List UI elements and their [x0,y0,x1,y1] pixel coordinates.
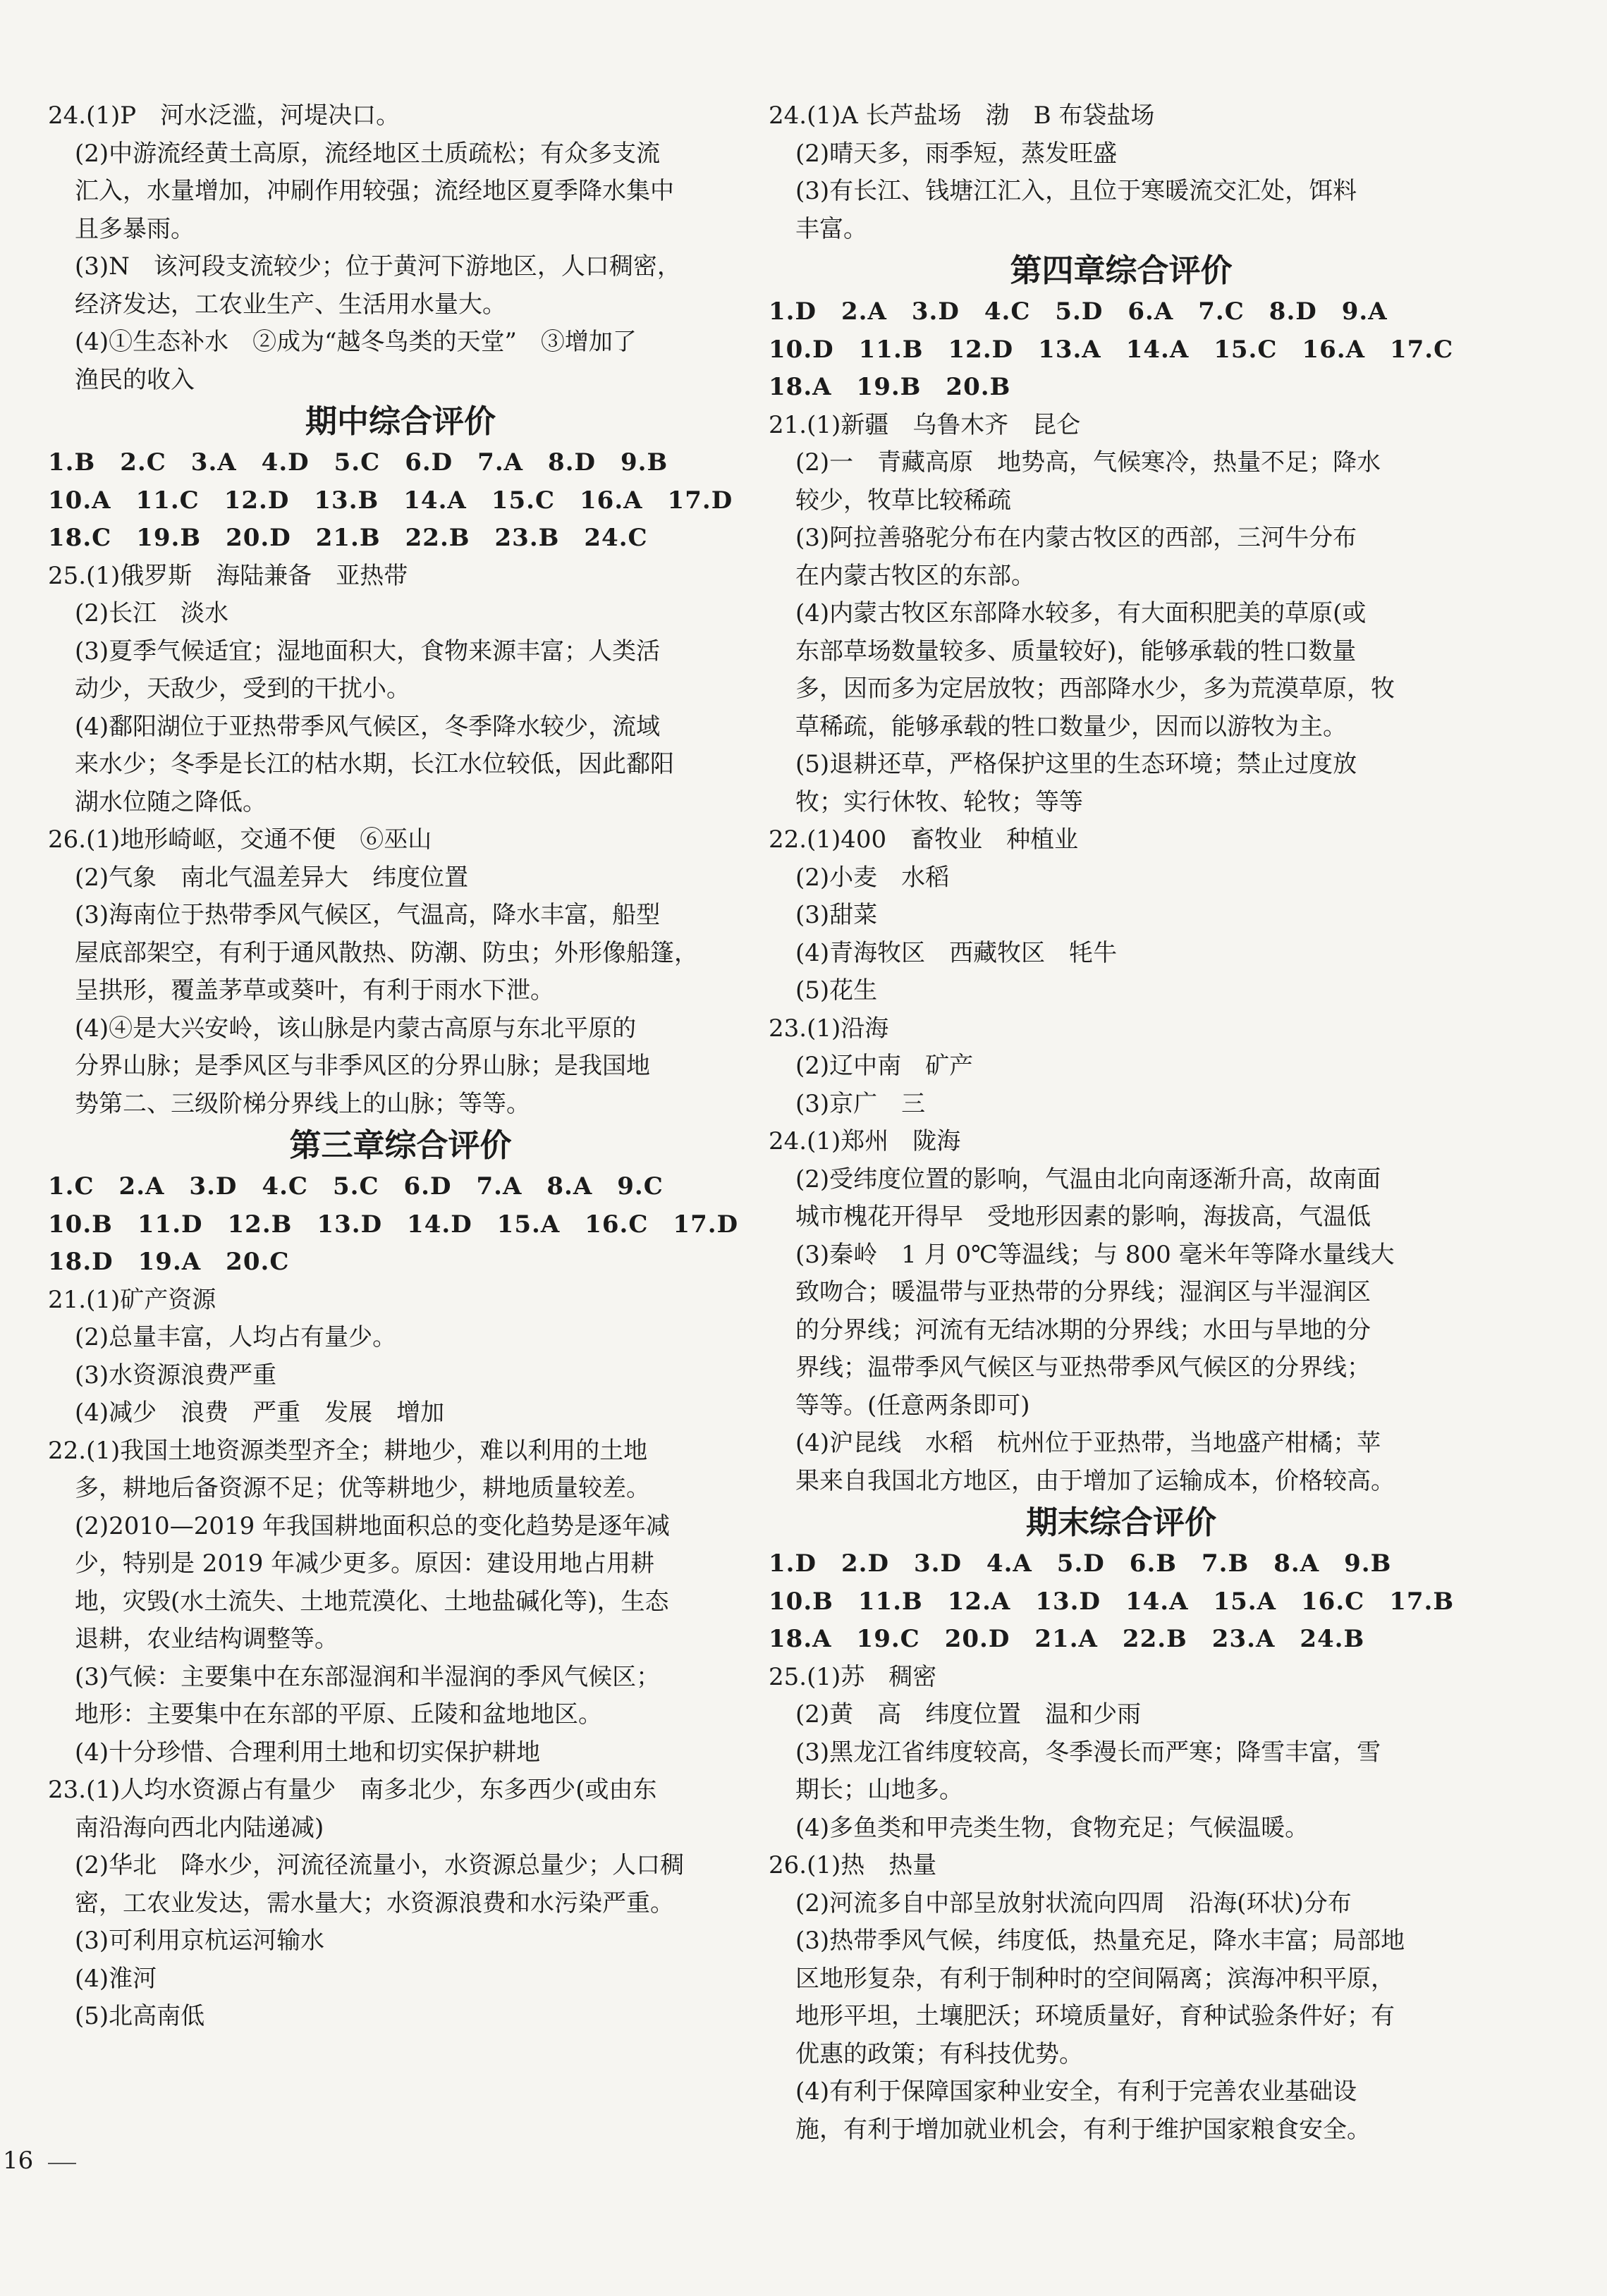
answer-line: (3)N 该河段支流较少；位于黄河下游地区，人口稠密， [75,252,681,281]
answer-line: 多，因而多为定居放牧；西部降水少，多为荒漠草原，牧 [795,675,1395,703]
answer-line: (2)气象 南北气温差异大 纬度位置 [75,863,469,892]
question-answer-line: 22.(1)400 畜牧业 种植业 [769,825,1079,854]
answer-line: 屋底部架空，有利于通风散热、防潮、防虫；外形像船篷， [75,938,698,967]
answer-line: (2)中游流经黄土高原，流经地区土质疏松；有众多支流 [75,139,661,168]
answer-line: 丰富。 [795,214,867,243]
answer-line: 退耕，农业结构调整等。 [75,1625,338,1653]
answer-line: 东部草场数量较多、质量较好)，能够承载的牲口数量 [795,637,1357,665]
multiple-choice-answers: 10.B 11.B 12.A 13.D 14.A 15.A 16.C 17.B [769,1587,1455,1616]
answer-line: (5)北高南低 [75,2002,205,2030]
answer-line: (4)鄱阳湖位于亚热带季风气候区，冬季降水较少，流域 [75,712,661,741]
answer-line: 在内蒙古牧区的东部。 [795,561,1035,590]
answer-line: (2)总量丰富，人均占有量少。 [75,1323,397,1351]
question-answer-line: 25.(1)苏 稠密 [769,1662,937,1691]
answer-line: (3)京广 三 [795,1089,926,1118]
answer-line: 来水少；冬季是长江的枯水期，长江水位较低，因此鄱阳 [75,750,674,778]
answer-line: (4)①生态补水 ②成为“越冬鸟类的天堂” ③增加了 [75,328,637,356]
multiple-choice-answers: 18.A 19.C 20.D 21.A 22.B 23.A 24.B [769,1625,1365,1653]
question-answer-line: 24.(1)A 长芦盐场 渤 B 布袋盐场 [769,102,1155,130]
answer-line: (2)一 青藏高原 地势高，气候寒冷，热量不足；降水 [795,448,1381,477]
answer-line: 湖水位随之降低。 [75,787,267,816]
answer-line: 致吻合；暖温带与亚热带的分界线；湿润区与半湿润区 [795,1278,1371,1306]
answer-line: (3)阿拉善骆驼分布在内蒙古牧区的西部，三河牛分布 [795,524,1357,552]
answer-line: 地形平坦，土壤肥沃；环境质量好，育种试验条件好；有 [795,2002,1395,2030]
answer-line: (3)黑龙江省纬度较高，冬季漫长而严寒；降雪丰富，雪 [795,1738,1381,1767]
multiple-choice-answers: 10.B 11.D 12.B 13.D 14.D 15.A 16.C 17.D [48,1210,739,1239]
answer-line: (4)有利于保障国家种业安全，有利于完善农业基础设 [795,2077,1357,2106]
answer-line: 且多暴雨。 [75,214,195,243]
answer-line: 等等。(任意两条即可) [795,1391,1030,1420]
answer-line: (2)河流多自中部呈放射状流向四周 沿海(环状)分布 [795,1889,1352,1917]
answer-line: (3)气候：主要集中在东部湿润和半湿润的季风气候区； [75,1662,661,1691]
answer-line: 少，特别是 2019 年减少更多。原因：建设用地占用耕 [75,1549,655,1578]
multiple-choice-answers: 18.A 19.B 20.B [769,373,1011,401]
answer-line: (4)多鱼类和甲壳类生物，食物充足；气候温暖。 [795,1813,1309,1842]
answer-line: (5)花生 [795,976,878,1005]
multiple-choice-answers: 1.B 2.C 3.A 4.D 5.C 6.D 7.A 8.D 9.B [48,448,668,477]
answer-line: 城市槐花开得早 受地形因素的影响，海拔高，气温低 [795,1203,1371,1231]
right-column [769,97,1474,2149]
answer-line: 较少，牧草比较稀疏 [795,486,1011,515]
section-heading: 第三章综合评价 [289,1126,512,1164]
answer-line: (5)退耕还草，严格保护这里的生态环境；禁止过度放 [795,750,1357,778]
multiple-choice-answers: 1.C 2.A 3.D 4.C 5.C 6.D 7.A 8.A 9.C [48,1172,664,1201]
answer-line: (2)长江 淡水 [75,599,229,627]
left-column [48,97,753,2036]
answer-line: (4)内蒙古牧区东部降水较多，有大面积肥美的草原(或 [795,599,1367,627]
answer-line: 施，有利于增加就业机会，有利于维护国家粮食安全。 [795,2115,1371,2144]
answer-line: 分界山脉；是季风区与非季风区的分界山脉；是我国地 [75,1052,650,1080]
answer-line: 的分界线；河流有无结冰期的分界线；水田与旱地的分 [795,1315,1371,1344]
question-answer-line: 23.(1)沿海 [769,1014,889,1043]
answer-line: (4)④是大兴安岭，该山脉是内蒙古高原与东北平原的 [75,1014,637,1043]
answer-line: (3)水资源浪费严重 [75,1361,277,1389]
answer-line: (2)辽中南 矿产 [795,1052,974,1080]
answer-line: 优惠的政策；有科技优势。 [795,2039,1083,2068]
question-answer-line: 21.(1)矿产资源 [48,1285,216,1314]
answer-line: 汇入，水量增加，冲刷作用较强；流经地区夏季降水集中 [75,177,674,205]
answer-line: 渔民的收入 [75,365,195,394]
answer-line: (2)小麦 水稻 [795,863,950,892]
answer-line: (4)沪昆线 水稻 杭州位于亚热带，当地盛产柑橘；苹 [795,1429,1381,1457]
answer-line: 区地形复杂，有利于制种时的空间隔离；滨海冲积平原， [795,1964,1395,1993]
page-number: 16 [3,2147,34,2175]
answer-line: (2)华北 降水少，河流径流量小，水资源总量少；人口稠 [75,1851,685,1879]
answer-line: (4)减少 浪费 严重 发展 增加 [75,1399,445,1427]
question-answer-line: 25.(1)俄罗斯 海陆兼备 亚热带 [48,561,408,590]
answer-line: (3)可利用京杭运河输水 [75,1927,325,1955]
answer-line: 地形：主要集中在东部的平原、丘陵和盆地地区。 [75,1700,602,1729]
answer-line: (3)甜菜 [795,901,878,929]
answer-line: (3)夏季气候适宜；湿地面积大，食物来源丰富；人类活 [75,637,661,665]
answer-line: 密，工农业发达，需水量大；水资源浪费和水污染严重。 [75,1889,674,1917]
answer-line: (2)晴天多，雨季短，蒸发旺盛 [795,139,1118,168]
answer-line: 牧；实行休牧、轮牧；等等 [795,787,1083,816]
answer-line: (4)十分珍惜、合理利用土地和切实保护耕地 [75,1738,541,1767]
multiple-choice-answers: 18.C 19.B 20.D 21.B 22.B 23.B 24.C [48,524,648,552]
multiple-choice-answers: 1.D 2.A 3.D 4.C 5.D 6.A 7.C 8.D 9.A [769,297,1388,326]
question-answer-line: 22.(1)我国土地资源类型齐全；耕地少，难以利用的土地 [48,1436,648,1465]
answer-line: 势第二、三级阶梯分界线上的山脉；等等。 [75,1089,530,1118]
answer-line: (3)海南位于热带季风气候区，气温高，降水丰富，船型 [75,901,661,929]
answer-line: 动少，天敌少，受到的干扰小。 [75,675,410,703]
answer-line: (3)有长江、钱塘江汇入，且位于寒暖流交汇处，饵料 [795,177,1357,205]
question-answer-line: 21.(1)新疆 乌鲁木齐 昆仑 [769,410,1081,439]
answer-line: 期长；山地多。 [795,1776,963,1804]
answer-line: (3)热带季风气候，纬度低，热量充足，降水丰富；局部地 [795,1927,1405,1955]
answer-line: 果来自我国北方地区，由于增加了运输成本，价格较高。 [795,1466,1395,1495]
answer-line: (2)受纬度位置的影响，气温由北向南逐渐升高，故南面 [795,1165,1381,1193]
answer-line: (4)淮河 [75,1964,157,1993]
answer-line: 多，耕地后备资源不足；优等耕地少，耕地质量较差。 [75,1474,650,1502]
multiple-choice-answers: 18.D 19.A 20.C [48,1248,290,1276]
answer-line: (3)秦岭 1 月 0℃等温线；与 800 毫米年等降水量线大 [795,1240,1395,1269]
answer-line: 草稀疏，能够承载的牲口数量少，因而以游牧为主。 [795,712,1347,741]
section-heading: 第四章综合评价 [1010,252,1233,289]
page-number-dash [48,2163,76,2164]
question-answer-line: 24.(1)P 河水泛滥，河堤决口。 [48,102,401,130]
multiple-choice-answers: 10.A 11.C 12.D 13.B 14.A 15.C 16.A 17.D [48,486,733,515]
section-heading: 期中综合评价 [305,403,496,440]
answer-line: (4)青海牧区 西藏牧区 牦牛 [795,938,1118,967]
multiple-choice-answers: 1.D 2.D 3.D 4.A 5.D 6.B 7.B 8.A 9.B [769,1549,1392,1578]
question-answer-line: 26.(1)地形崎岖，交通不便 ⑥巫山 [48,825,432,854]
question-answer-line: 24.(1)郑州 陇海 [769,1127,961,1155]
answer-line: 经济发达，工农业生产、生活用水量大。 [75,290,506,319]
answer-line: (2)2010—2019 年我国耕地面积总的变化趋势是逐年减 [75,1511,671,1540]
question-answer-line: 23.(1)人均水资源占有量少 南多北少，东多西少(或由东 [48,1776,657,1804]
answer-line: 呈拱形，覆盖茅草或葵叶，有利于雨水下泄。 [75,976,554,1005]
answer-line: 南沿海向西北内陆递减) [75,1813,324,1842]
section-heading: 期末综合评价 [1025,1504,1216,1541]
multiple-choice-answers: 10.D 11.B 12.D 13.A 14.A 15.C 16.A 17.C [769,335,1454,364]
answer-line: (2)黄 高 纬度位置 温和少雨 [795,1700,1142,1729]
question-answer-line: 26.(1)热 热量 [769,1851,937,1879]
answer-line: 界线；温带季风气候区与亚热带季风气候区的分界线； [795,1353,1371,1382]
answer-line: 地，灾毁(水土流失、土地荒漠化、土地盐碱化等)，生态 [75,1587,669,1616]
